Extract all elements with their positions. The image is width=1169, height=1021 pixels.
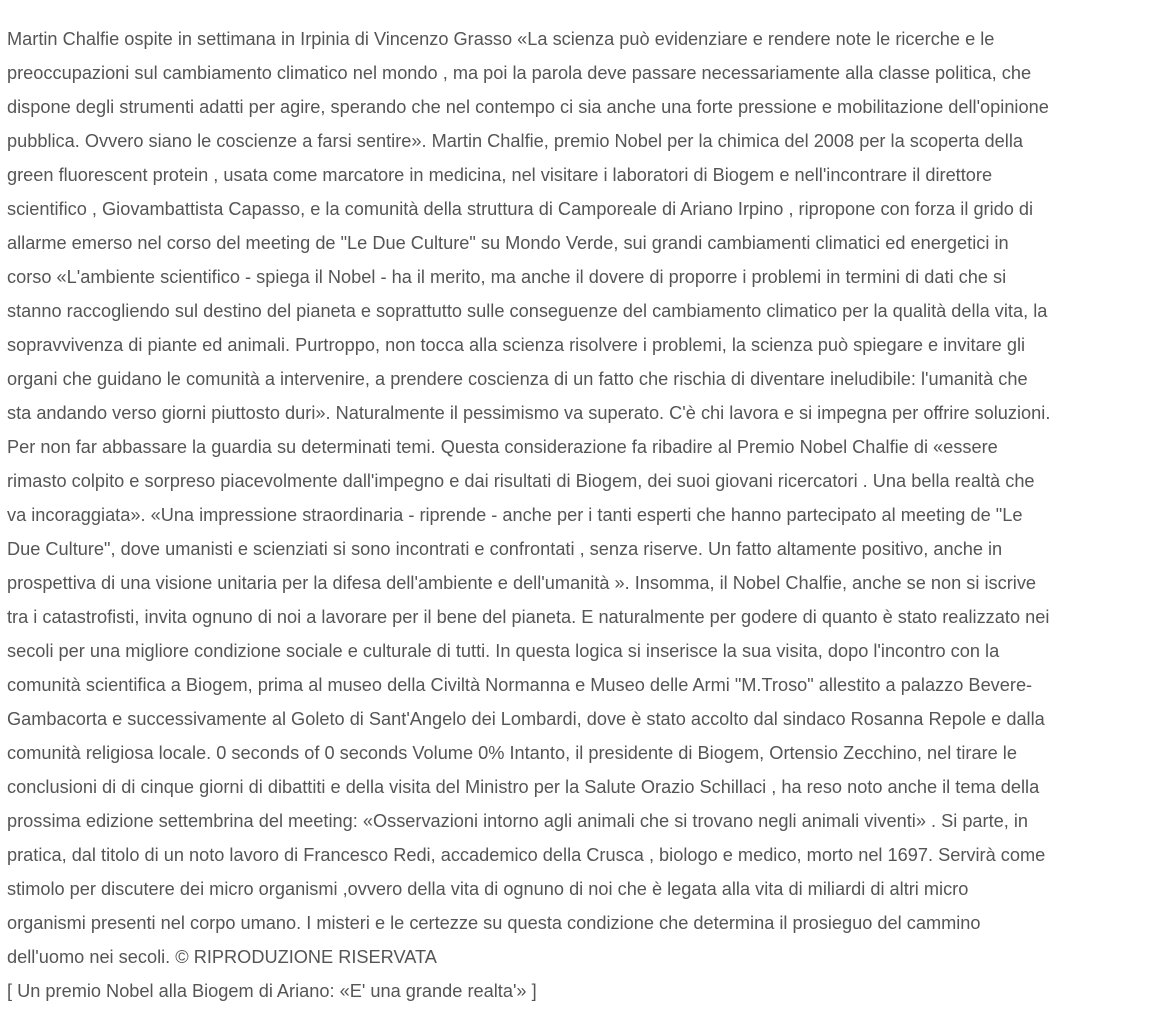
text-line: sta andando verso giorni piuttosto duri». Naturalmente il pessimismo va superato. C'è chi lavora e si impegna per offrire soluzioni. [7, 403, 1051, 423]
text-line: preoccupazioni sul cambiamento climatico nel mondo , ma poi la parola deve passare necessariamente alla classe politica, che [7, 63, 1032, 83]
text-line: organismi presenti nel corpo umano. I misteri e le certezze su questa condizione che determina il prosieguo del cammino [7, 913, 981, 933]
copyright-line: dell'uomo nei secoli. © RIPRODUZIONE RISERVATA [7, 947, 437, 967]
text-line: comunità scientifica a Biogem, prima al museo della Civiltà Normanna e Museo delle Armi "M.Troso" allestito a palazzo Bevere- [7, 675, 1033, 695]
text-line: pubblica. Ovvero siano le coscienze a farsi sentire». Martin Chalfie, premio Nobel per la chimica del 2008 per la scoperta della [7, 131, 1023, 151]
text-line: Due Culture", dove umanisti e scienziati si sono incontrati e confrontati , senza riserve. Un fatto altamente positivo, anche in [7, 539, 1003, 559]
text-line: stanno raccogliendo sul destino del pianeta e soprattutto sulle conseguenze del cambiamento climatico per la qualità della vita, la [7, 301, 1048, 321]
text-line: tra i catastrofisti, invita ognuno di noi a lavorare per il bene del pianeta. E naturalmente per godere di quanto è stato realizzato nei [7, 607, 1050, 627]
text-line: dispone degli strumenti adatti per agire, sperando che nel contempo ci sia anche una forte pressione e mobilitazione dell'opinione [7, 97, 1049, 117]
text-line: scientifico , Giovambattista Capasso, e la comunità della struttura di Camporeale di Ariano Irpino , ripropone con forza il grido di [7, 199, 1034, 219]
text-line: corso «L'ambiente scientifico - spiega il Nobel - ha il merito, ma anche il dovere di proporre i problemi in termini di dati che si [7, 267, 1007, 287]
text-line: pratica, dal titolo di un noto lavoro di Francesco Redi, accademico della Crusca , biologo e medico, morto nel 1697. Servirà come [7, 845, 1046, 865]
article-paragraph [7, 22, 1167, 974]
text-line: conclusioni di di cinque giorni di dibattiti e della visita del Ministro per la Salute Orazio Schillaci , ha reso noto anche il tema della [7, 777, 1040, 797]
text-line: Gambacorta e successivamente al Goleto di Sant'Angelo dei Lombardi, dove è stato accolto dal sindaco Rosanna Repole e dalla [7, 709, 1045, 729]
text-line: organi che guidano le comunità a intervenire, a prendere coscienza di un fatto che rischia di diventare ineludibile: l'umanità che [7, 369, 1028, 389]
text-line: sopravvivenza di piante ed animali. Purtroppo, non tocca alla scienza risolvere i problemi, la scienza può spiegare e invitare gli [7, 335, 1026, 355]
text-line: comunità religiosa locale. 0 seconds of 0 seconds Volume 0% Intanto, il presidente di Biogem, Ortensio Zecchino, nel tirare le [7, 743, 1017, 763]
related-article-link[interactable]: [ Un premio Nobel alla Biogem di Ariano: «E' una grande realta'» ] [7, 981, 537, 1001]
article-body [7, 22, 1167, 1008]
text-line: Per non far abbassare la guardia su determinati temi. Questa considerazione fa ribadire al Premio Nobel Chalfie di «essere [7, 437, 998, 457]
text-line: allarme emerso nel corso del meeting de "Le Due Culture" su Mondo Verde, sui grandi cambiamenti climatici ed energetici in [7, 233, 1009, 253]
text-line: Martin Chalfie ospite in settimana in Irpinia di Vincenzo Grasso «La scienza può evidenziare e rendere note le ricerche e le [7, 29, 995, 49]
text-line: prossima edizione settembrina del meeting: «Osservazioni intorno agli animali che si trovano negli animali viventi» . Si parte, in [7, 811, 1029, 831]
text-line: va incoraggiata». «Una impressione straordinaria - riprende - anche per i tanti esperti che hanno partecipato al meeting de "Le [7, 505, 1023, 525]
text-line: green fluorescent protein , usata come marcatore in medicina, nel visitare i laboratori di Biogem e nell'incontrare il direttore [7, 165, 993, 185]
text-line: rimasto colpito e sorpreso piacevolmente dall'impegno e dai risultati di Biogem, dei suoi giovani ricercatori . Una bella realtà che [7, 471, 1035, 491]
text-line: prospettiva di una visione unitaria per la difesa dell'ambiente e dell'umanità ». Insomma, il Nobel Chalfie, anche se non si iscrive [7, 573, 1037, 593]
text-line: secoli per una migliore condizione sociale e culturale di tutti. In questa logica si inserisce la sua visita, dopo l'incontro con la [7, 641, 1000, 661]
text-line: stimolo per discutere dei micro organismi ,ovvero della vita di ognuno di noi che è legata alla vita di miliardi di altri micro [7, 879, 969, 899]
